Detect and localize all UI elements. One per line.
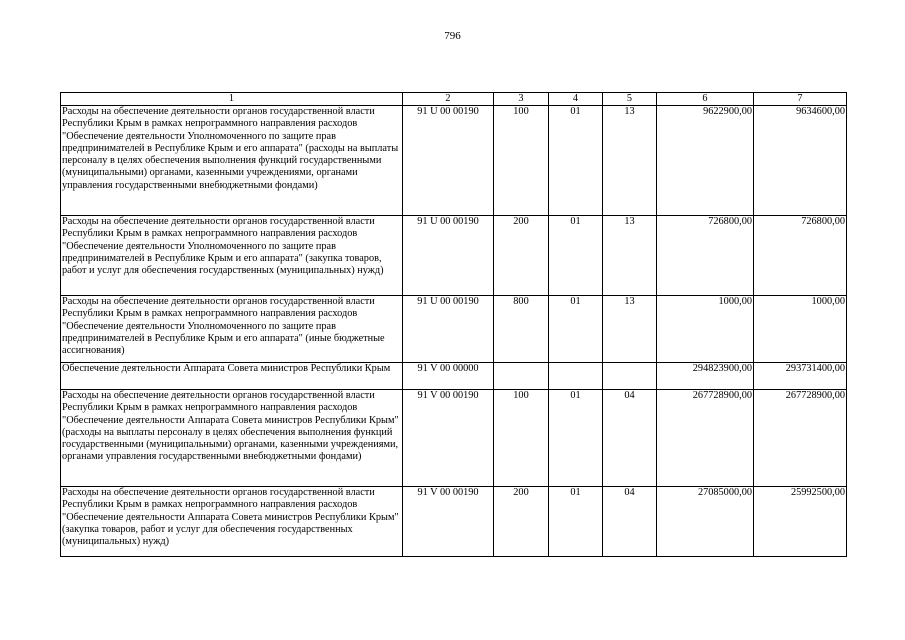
- expense-description: Расходы на обеспечение деятельности органов государственной власти Республики Крым в рамках непрограммного направления расходов "Обеспечение деятельности Аппарата Совета министров Республики Крым" (закупка товаров, работ и услуг для обеспечения государственных (муниципальных) нужд): [61, 487, 403, 557]
- target-article-code: 91 U 00 00190: [403, 106, 494, 216]
- expense-type-code: [494, 363, 549, 390]
- expense-description: Расходы на обеспечение деятельности органов государственной власти Республики Крым в рамках непрограммного направления расходов "Обеспечение деятельности Аппарата Совета министров Республики Крым" (расходы на выплаты персоналу в целях обеспечения выполнения функций государственными (муниципальными) органами, казенными учреждениями, органами управления государственными внебюджетными фондами): [61, 390, 403, 487]
- section-code: 01: [549, 216, 603, 296]
- amount-col6: 27085000,00: [657, 487, 754, 557]
- table-row: [61, 216, 847, 296]
- column-header: 3: [494, 93, 549, 106]
- column-header: 2: [403, 93, 494, 106]
- section-code: 01: [549, 390, 603, 487]
- section-code: [549, 363, 603, 390]
- table-row: [61, 296, 847, 363]
- column-header: 6: [657, 93, 754, 106]
- amount-col6: 9622900,00: [657, 106, 754, 216]
- target-article-code: 91 V 00 00190: [403, 390, 494, 487]
- section-code: 01: [549, 106, 603, 216]
- target-article-code: 91 U 00 00190: [403, 216, 494, 296]
- amount-col7: 9634600,00: [754, 106, 847, 216]
- section-code: 01: [549, 296, 603, 363]
- budget-table: [60, 92, 847, 557]
- target-article-code: 91 V 00 00000: [403, 363, 494, 390]
- expense-description: Расходы на обеспечение деятельности органов государственной власти Республики Крым в рамках непрограммного направления расходов "Обеспечение деятельности Уполномоченного по защите прав предпринимателей в Республике Крым и его аппарата" (расходы на выплаты персоналу в целях обеспечения выполнения функций государственными (муниципальными) органами, казенными учреждениями, органами управления государственными внебюджетными фондами): [61, 106, 403, 216]
- table-row: [61, 363, 847, 390]
- subsection-code: 04: [603, 390, 657, 487]
- header-row: [61, 93, 847, 106]
- column-header: 7: [754, 93, 847, 106]
- amount-col7: 726800,00: [754, 216, 847, 296]
- expense-description: Расходы на обеспечение деятельности органов государственной власти Республики Крым в рамках непрограммного направления расходов "Обеспечение деятельности Уполномоченного по защите прав предпринимателей в Республике Крым и его аппарата" (иные бюджетные ассигнования): [61, 296, 403, 363]
- column-header: 5: [603, 93, 657, 106]
- expense-type-code: 200: [494, 216, 549, 296]
- amount-col7: 1000,00: [754, 296, 847, 363]
- column-header: 4: [549, 93, 603, 106]
- amount-col6: 294823900,00: [657, 363, 754, 390]
- expense-type-code: 200: [494, 487, 549, 557]
- expense-type-code: 100: [494, 106, 549, 216]
- subsection-code: [603, 363, 657, 390]
- page-number: 796: [444, 30, 461, 42]
- amount-col6: 267728900,00: [657, 390, 754, 487]
- amount-col7: 267728900,00: [754, 390, 847, 487]
- column-header: 1: [61, 93, 403, 106]
- subsection-code: 13: [603, 216, 657, 296]
- amount-col6: 726800,00: [657, 216, 754, 296]
- subsection-code: 13: [603, 106, 657, 216]
- target-article-code: 91 V 00 00190: [403, 487, 494, 557]
- table-row: [61, 390, 847, 487]
- amount-col7: 293731400,00: [754, 363, 847, 390]
- expense-type-code: 800: [494, 296, 549, 363]
- table-row: [61, 487, 847, 557]
- amount-col6: 1000,00: [657, 296, 754, 363]
- expense-description: Обеспечение деятельности Аппарата Совета министров Республики Крым: [61, 363, 403, 390]
- subsection-code: 13: [603, 296, 657, 363]
- expense-description: Расходы на обеспечение деятельности органов государственной власти Республики Крым в рамках непрограммного направления расходов "Обеспечение деятельности Уполномоченного по защите прав предпринимателей в Республике Крым и его аппарата" (закупка товаров, работ и услуг для обеспечения государственных (муниципальных) нужд): [61, 216, 403, 296]
- section-code: 01: [549, 487, 603, 557]
- target-article-code: 91 U 00 00190: [403, 296, 494, 363]
- table-row: [61, 106, 847, 216]
- subsection-code: 04: [603, 487, 657, 557]
- amount-col7: 25992500,00: [754, 487, 847, 557]
- expense-type-code: 100: [494, 390, 549, 487]
